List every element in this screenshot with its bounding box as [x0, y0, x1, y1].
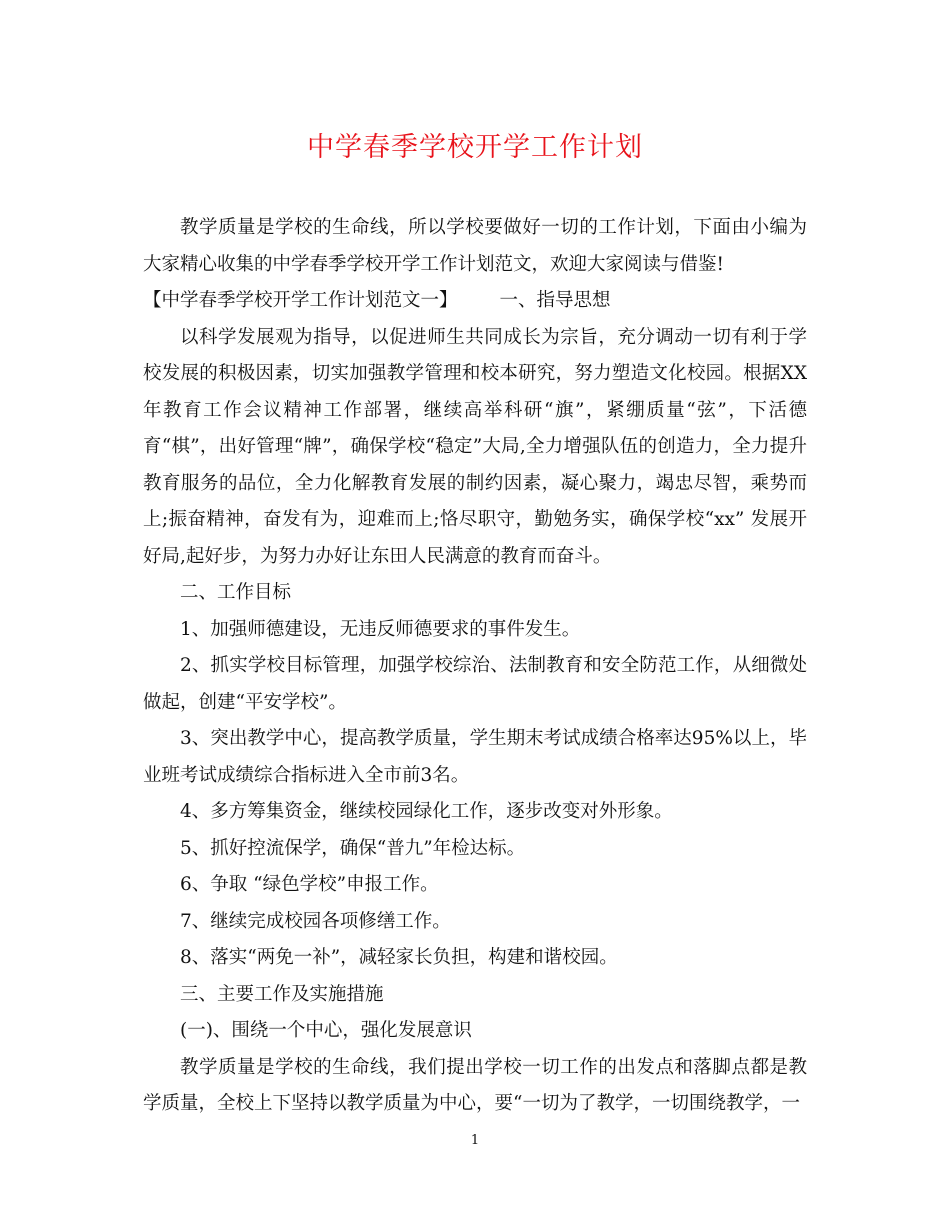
section2-heading: 二、工作目标: [180, 582, 292, 603]
page-number: 1: [470, 1133, 480, 1148]
sample-heading-line: [143, 283, 807, 320]
subsection1-heading: (一)、围绕一个中心，强化发展意识: [180, 1020, 472, 1041]
goal-item: 7、继续完成校园各项修缮工作。: [180, 910, 451, 932]
goal-item: 3、突出教学中心，提高教学质量，学生期末考试成绩合格率达95%以上，毕业班考试成绩综合指标进入全市前3名。: [143, 728, 807, 786]
goal-item: 8、落实“两免一补”，减轻家长负担，构建和谐校园。: [180, 947, 618, 968]
document-body: [143, 210, 807, 1123]
goal-item: 4、多方筹集资金，继续校园绿化工作，逐步改变对外形象。: [180, 801, 673, 822]
document-title: 中学春季学校开学工作计划: [307, 132, 643, 163]
section1-heading: 一、指导思想: [499, 290, 611, 311]
intro-paragraph: 教学质量是学校的生命线，所以学校要做好一切的工作计划，下面由小编为大家精心收集的中学春季学校开学工作计划范文，欢迎大家阅读与借鉴!: [143, 217, 807, 275]
section3-heading: 三、主要工作及实施措施: [180, 983, 384, 1005]
goal-item: 6、争取 “绿色学校”申报工作。: [180, 874, 439, 895]
sample-heading: 【中学春季学校开学工作计划范文一】: [143, 290, 458, 311]
goal-item: 2、抓实学校目标管理，加强学校综治、法制教育和安全防范工作，从细微处做起，创建“平安学校”。: [143, 655, 807, 713]
goal-item: 1、加强师德建设，无违反师德要求的事件发生。: [180, 618, 581, 640]
goal-item: 5、抓好控流保学，确保“普九”年检达标。: [180, 837, 526, 859]
section1-paragraph: 以科学发展观为指导，以促进师生共同成长为宗旨，充分调动一切有利于学校发展的积极因素，切实加强教学管理和校本研究，努力塑造文化校园。根据XX年教育工作会议精神工作部署，继续高举科研“旗”，紧绷质量“弦”，下活德育“棋”，出好管理“牌”，确保学校“稳定”大局,全力增强队伍的创造力，全力提升教育服务的品位，全力化解教育发展的制约因素，凝心聚力，竭忠尽智，乘势而上;振奋精神，奋发有为，迎难而上;恪尽职守，勤勉务实，确保学校“xx” 发展开好局,起好步，为努力办好让东田人民满意的教育而奋斗。: [143, 326, 807, 567]
subsection1-paragraph: 教学质量是学校的生命线，我们提出学校一切工作的出发点和落脚点都是教学质量，全校上下坚持以教学质量为中心，要“一切为了教学，一切围绕教学，一: [143, 1056, 807, 1114]
